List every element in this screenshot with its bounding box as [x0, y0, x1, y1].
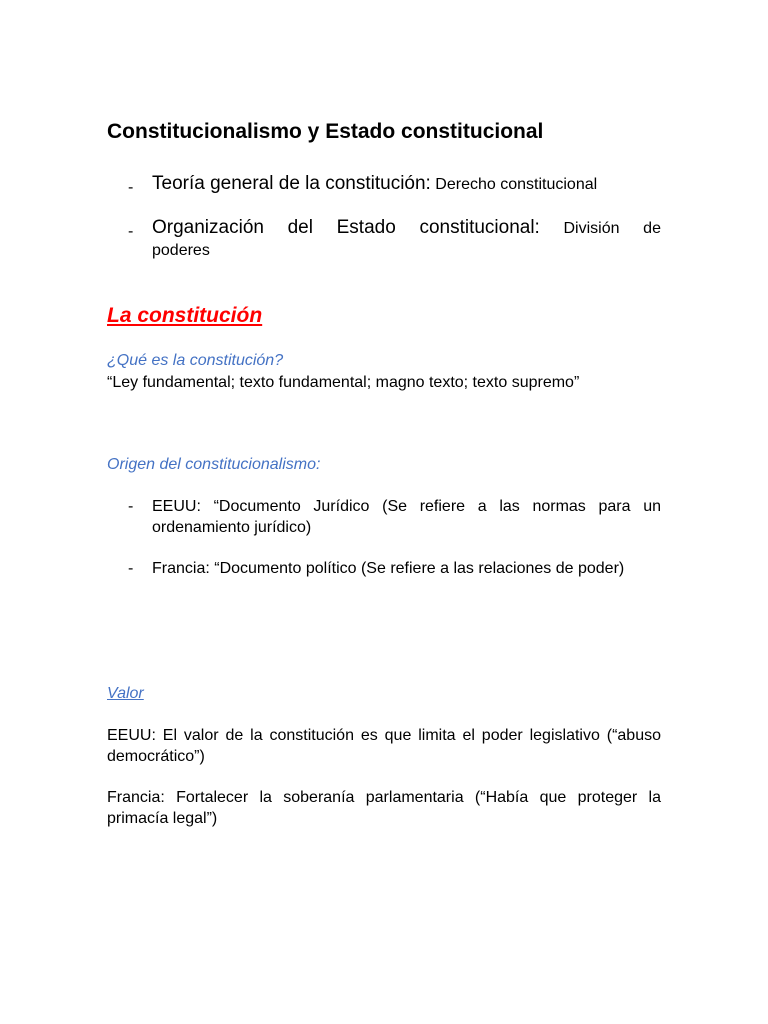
section-heading: La constitución: [107, 304, 263, 327]
valor-paragraph-1: EEUU: El valor de la constitución es que limita el poder legislativo (“abuso democrático”): [107, 727, 661, 765]
bullet-dash: -: [128, 560, 134, 577]
answer-text: “Ley fundamental; texto fundamental; magno texto; texto supremo”: [107, 374, 580, 391]
origin-heading: Origen del constitucionalismo:: [107, 456, 321, 473]
bullet-tail-word: de: [643, 220, 661, 237]
bullet-dash: -: [128, 223, 134, 240]
bullet-tail-word: División: [563, 220, 620, 237]
valor-paragraph-2: Francia: Fortalecer la soberanía parlamentaria (“Había que proteger la primacía legal”): [107, 789, 661, 827]
question-heading: ¿Qué es la constitución?: [107, 352, 284, 369]
bullet-lead-word: Estado: [336, 217, 396, 238]
valor-link[interactable]: Valor: [107, 685, 144, 702]
bullet-text: [152, 217, 661, 260]
document-title: Constitucionalismo y Estado constitucional: [107, 120, 544, 143]
bullet-dash: -: [128, 179, 134, 196]
bullet-tail: Derecho constitucional: [435, 176, 598, 193]
bullet-lead: Teoría general de la constitución:: [152, 173, 431, 194]
document-page: [107, 0, 661, 1024]
bullet-dash: -: [128, 498, 134, 515]
bullet-text: [152, 173, 661, 195]
bullet-first-line: [152, 217, 661, 241]
bullet-text: Francia: “Documento político (Se refiere a las relaciones de poder): [152, 560, 625, 577]
bullet-second-line: poderes: [152, 242, 210, 259]
bullet-lead-word: Organización: [152, 217, 264, 238]
bullet-lead-word: del: [287, 217, 313, 238]
valor-heading: [107, 683, 661, 704]
bullet-lead-word: constitucional:: [419, 217, 540, 238]
bullet-text: EEUU: “Documento Jurídico (Se refiere a las normas para un ordenamiento jurídico): [152, 498, 661, 536]
